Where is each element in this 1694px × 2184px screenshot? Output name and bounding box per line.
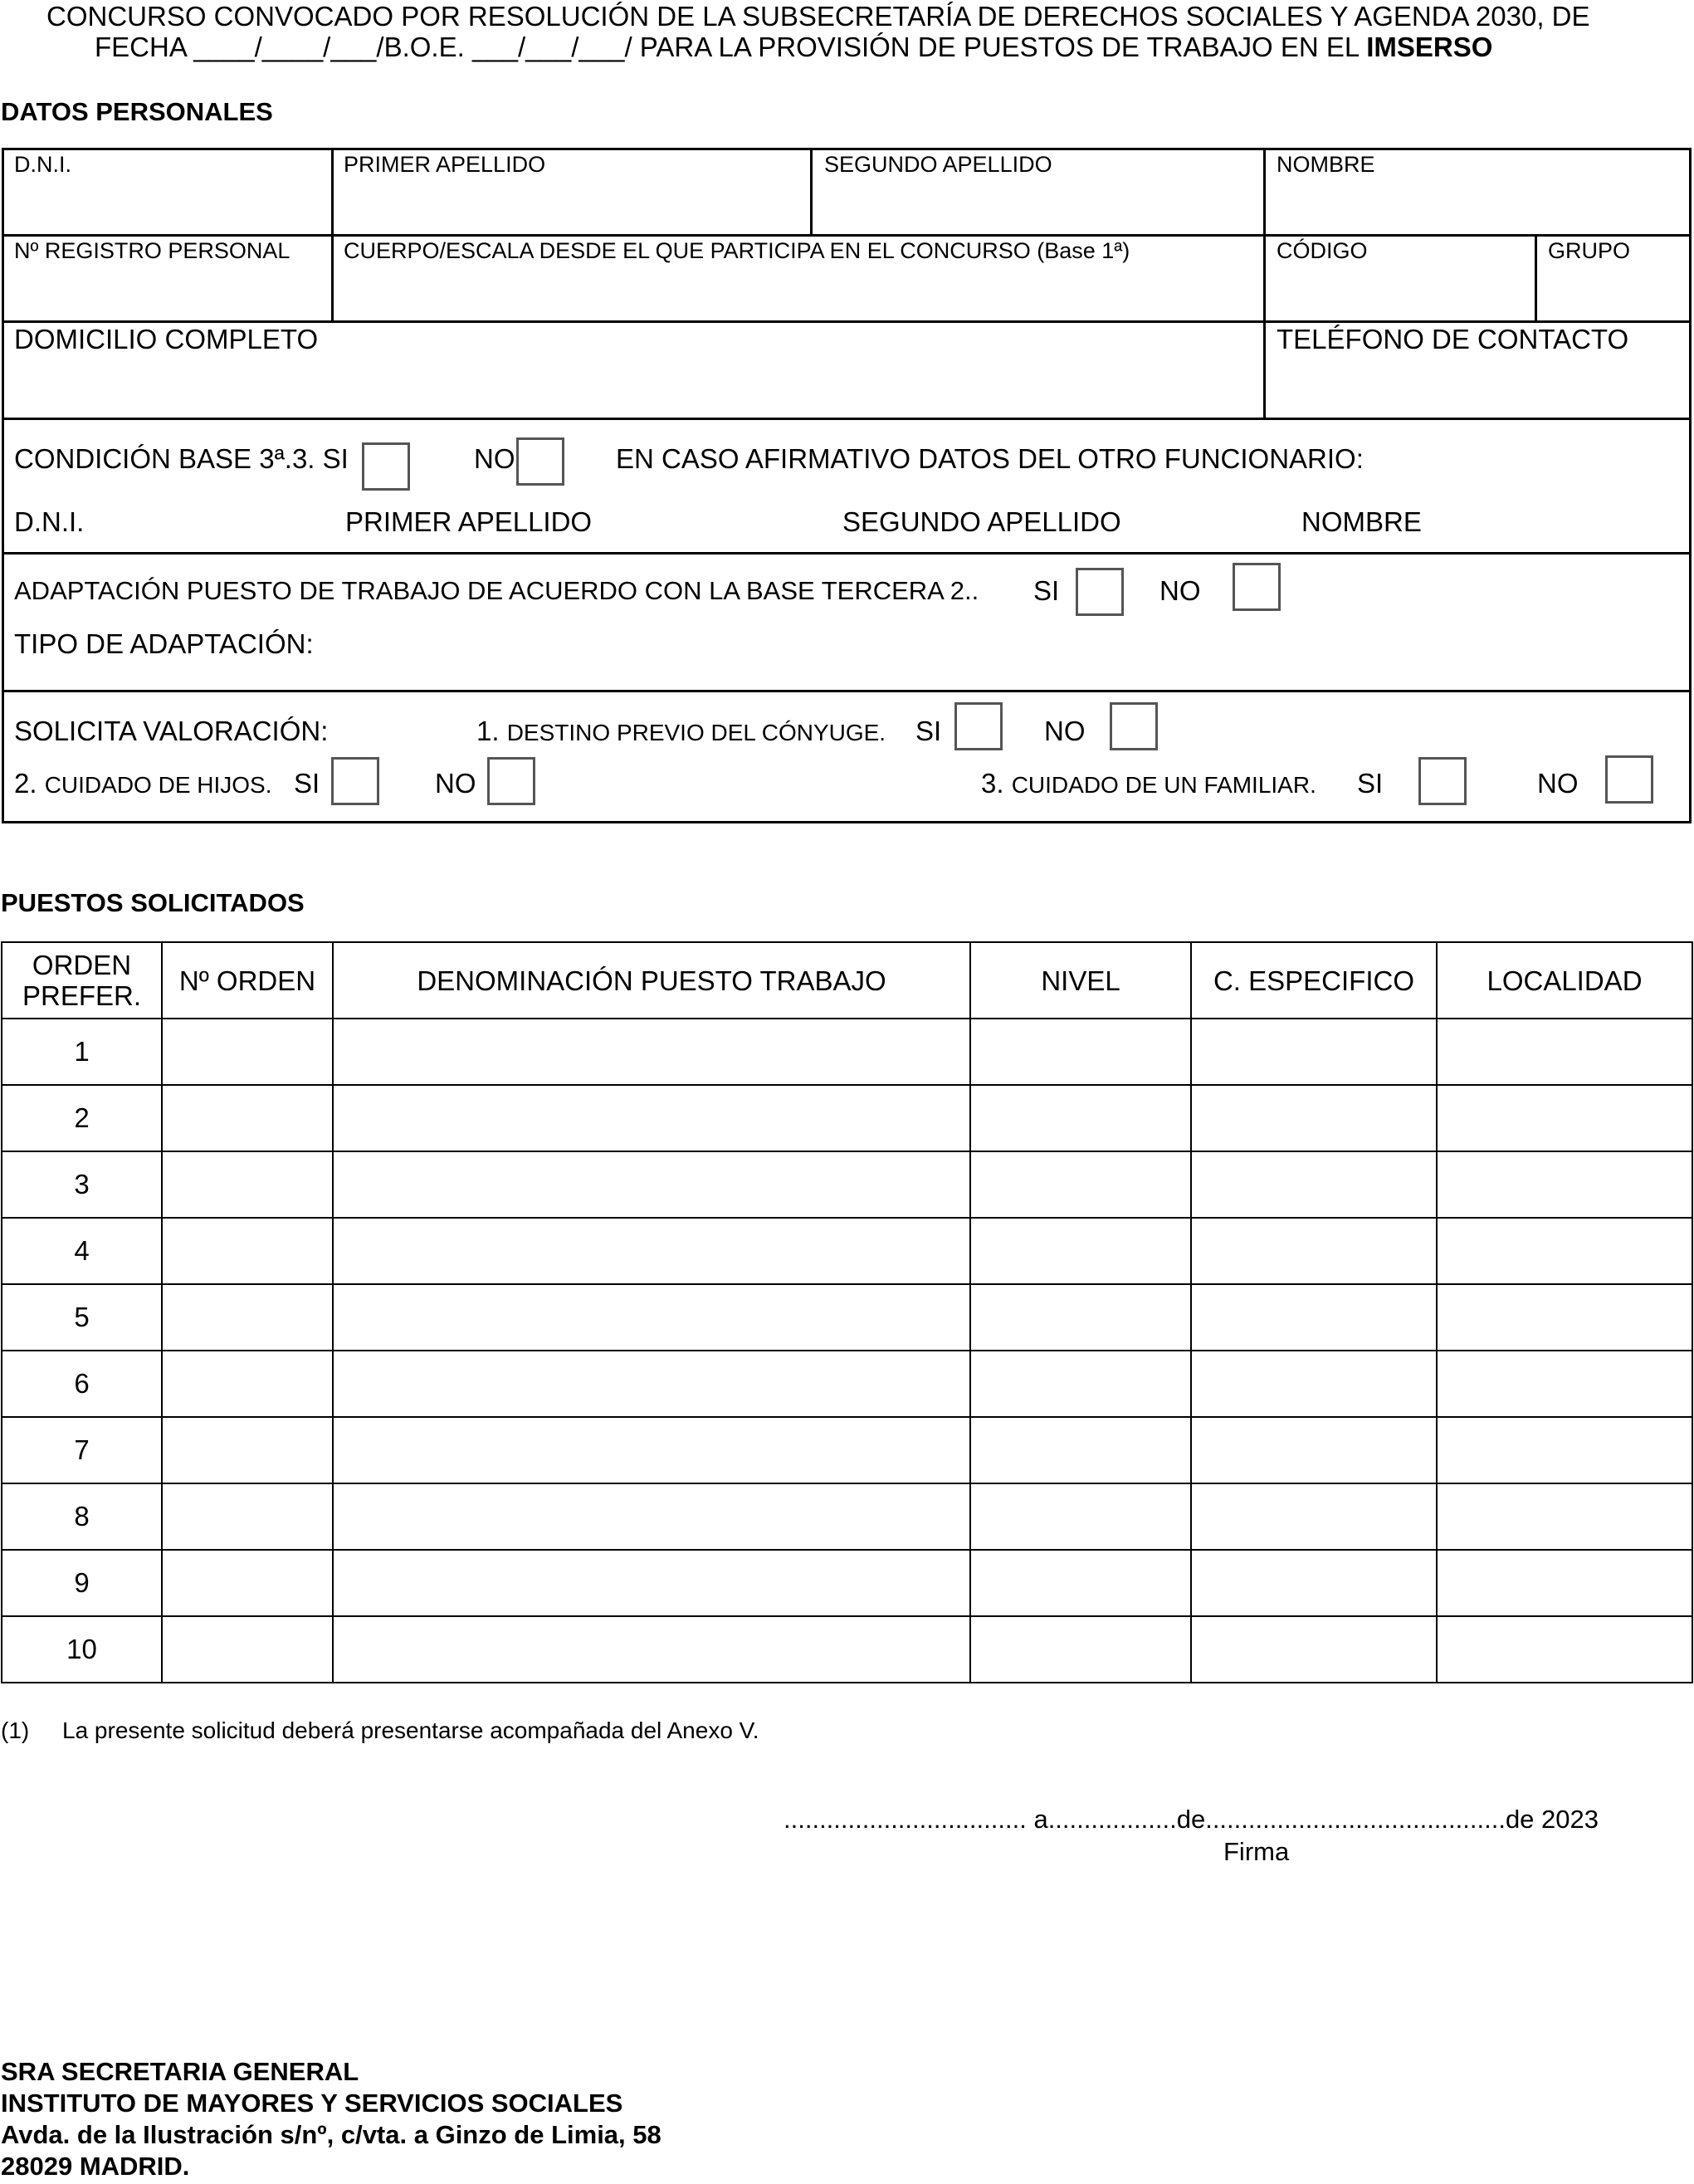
cell-localidad[interactable] [1437, 1417, 1692, 1483]
destino-previo-label [476, 716, 886, 747]
cell-n-orden[interactable] [162, 1085, 333, 1151]
segundo-apellido-label: SEGUNDO APELLIDO [824, 152, 1052, 177]
destino-no-checkbox[interactable] [1110, 702, 1158, 750]
cell-nivel[interactable] [970, 1085, 1191, 1151]
hijos-si-label: SI [294, 768, 320, 799]
table-row [2, 1351, 1692, 1417]
box-border-bottom [2, 821, 1692, 823]
row-number: 6 [2, 1351, 162, 1417]
domicilio-label: DOMICILIO COMPLETO [14, 324, 319, 354]
cell-c-especifico[interactable] [1191, 1218, 1437, 1284]
adaptacion-si-label: SI [1033, 575, 1060, 606]
table-row [2, 1218, 1692, 1284]
signature-place-date: .................................. a..................de..........................................de 2023 [784, 1805, 1599, 1834]
header-line-1: CONCURSO CONVOCADO POR RESOLUCIÓN DE LA SUBSECRETARÍA DE DERECHOS SOCIALES Y AGENDA 2030, DE [46, 1, 1590, 32]
familiar-si-checkbox[interactable] [1418, 757, 1467, 805]
table-row [2, 1483, 1692, 1550]
cell-denominacion[interactable] [333, 1085, 970, 1151]
cell-nivel[interactable] [970, 1351, 1191, 1417]
cuerpo-escala-label: CUERPO/ESCALA DESDE EL QUE PARTICIPA EN EL CONCURSO (Base 1ª) [344, 238, 1130, 263]
destino-previo-text: DESTINO PREVIO DEL CÓNYUGE. [506, 720, 886, 745]
cell-denominacion[interactable] [333, 1351, 970, 1417]
tipo-adaptacion-label: TIPO DE ADAPTACIÓN: [14, 628, 314, 659]
condicion-si-checkbox[interactable] [362, 442, 410, 491]
table-row [2, 1417, 1692, 1483]
cell-c-especifico[interactable] [1191, 1417, 1437, 1483]
cell-nivel[interactable] [970, 1151, 1191, 1218]
cell-c-especifico[interactable] [1191, 1085, 1437, 1151]
table-row [2, 1151, 1692, 1218]
header-line-2 [95, 31, 1492, 64]
footnote-number: (1) [1, 1717, 30, 1743]
row-number: 3 [2, 1151, 162, 1218]
cell-localidad[interactable] [1437, 1218, 1692, 1284]
cuidado-hijos-label [14, 768, 272, 799]
table-row [2, 1085, 1692, 1151]
familiar-no-checkbox[interactable] [1605, 755, 1653, 804]
header-line-2-text: FECHA ____/____/___/B.O.E. ___/___/___/ PARA LA PROVISIÓN DE PUESTOS DE TRABAJO EN EL [95, 32, 1367, 62]
familiar-si-label: SI [1357, 768, 1384, 799]
cell-denominacion[interactable] [333, 1019, 970, 1085]
cell-denominacion[interactable] [333, 1550, 970, 1616]
cell-nivel[interactable] [970, 1019, 1191, 1085]
puestos-table [1, 941, 1693, 1683]
cell-nivel[interactable] [970, 1550, 1191, 1616]
otro-dni-label: D.N.I. [14, 506, 85, 537]
cell-n-orden[interactable] [162, 1616, 333, 1683]
header-org: IMSERSO [1366, 32, 1493, 62]
condicion-no-checkbox[interactable] [516, 437, 564, 486]
cuidado-familiar-text: CUIDADO DE UN FAMILIAR. [1011, 772, 1316, 798]
condicion-no-label: NO [474, 443, 515, 474]
registro-personal-label: Nº REGISTRO PERSONAL [14, 238, 290, 263]
adaptacion-no-checkbox[interactable] [1233, 563, 1281, 611]
box-border-left [2, 148, 4, 823]
solicita-valoracion-label: SOLICITA VALORACIÓN: [14, 716, 329, 746]
column-separator [810, 148, 813, 236]
row-number: 9 [2, 1550, 162, 1616]
codigo-label: CÓDIGO [1277, 238, 1368, 263]
address-line-2: INSTITUTO DE MAYORES Y SERVICIOS SOCIALES [1, 2089, 623, 2118]
table-header-row [2, 942, 1692, 1019]
adaptacion-si-checkbox[interactable] [1076, 568, 1124, 616]
cell-denominacion[interactable] [333, 1483, 970, 1550]
column-separator [1535, 234, 1537, 322]
column-header-nivel: NIVEL [970, 942, 1191, 1019]
column-header-denominacion: DENOMINACIÓN PUESTO TRABAJO [333, 942, 970, 1019]
row-number: 1 [2, 1019, 162, 1085]
telefono-label: TELÉFONO DE CONTACTO [1277, 324, 1629, 354]
otro-segundo-apellido-label: SEGUNDO APELLIDO [842, 506, 1121, 537]
cell-denominacion[interactable] [333, 1151, 970, 1218]
cell-localidad[interactable] [1437, 1616, 1692, 1683]
dni-label: D.N.I. [14, 152, 72, 177]
column-header-c-especifico: C. ESPECIFICO [1191, 942, 1437, 1019]
cell-n-orden[interactable] [162, 1417, 333, 1483]
destino-no-label: NO [1044, 716, 1086, 746]
column-header-localidad: LOCALIDAD [1437, 942, 1692, 1019]
nombre-label: NOMBRE [1277, 152, 1375, 177]
section-title-datos-personales: DATOS PERSONALES [1, 97, 273, 126]
cell-c-especifico[interactable] [1191, 1483, 1437, 1550]
cell-c-especifico[interactable] [1191, 1550, 1437, 1616]
cell-denominacion[interactable] [333, 1218, 970, 1284]
cell-localidad[interactable] [1437, 1151, 1692, 1218]
cell-denominacion[interactable] [333, 1284, 970, 1351]
destino-si-label: SI [915, 716, 942, 746]
cell-localidad[interactable] [1437, 1550, 1692, 1616]
cell-nivel[interactable] [970, 1616, 1191, 1683]
hijos-no-checkbox[interactable] [487, 757, 535, 805]
caso-afirmativo-label: EN CASO AFIRMATIVO DATOS DEL OTRO FUNCIONARIO: [616, 443, 1364, 474]
cell-localidad[interactable] [1437, 1085, 1692, 1151]
row-number: 7 [2, 1417, 162, 1483]
cell-n-orden[interactable] [162, 1550, 333, 1616]
cell-nivel[interactable] [970, 1284, 1191, 1351]
otro-primer-apellido-label: PRIMER APELLIDO [345, 506, 593, 537]
cell-c-especifico[interactable] [1191, 1284, 1437, 1351]
footnote-text: La presente solicitud deberá presentarse acompañada del Anexo V. [62, 1717, 759, 1743]
row-number: 8 [2, 1483, 162, 1550]
row-number: 5 [2, 1284, 162, 1351]
address-line-4: 28029 MADRID. [1, 2152, 190, 2181]
cell-denominacion[interactable] [333, 1616, 970, 1683]
cell-c-especifico[interactable] [1191, 1351, 1437, 1417]
row-number: 2 [2, 1085, 162, 1151]
column-separator [1263, 148, 1266, 419]
cell-denominacion[interactable] [333, 1417, 970, 1483]
row-number: 10 [2, 1616, 162, 1683]
cell-n-orden[interactable] [162, 1218, 333, 1284]
cell-localidad[interactable] [1437, 1284, 1692, 1351]
primer-apellido-label: PRIMER APELLIDO [344, 152, 546, 177]
address-line-1: SRA SECRETARIA GENERAL [1, 2057, 359, 2086]
cuidado-familiar-number: 3. [981, 768, 1012, 799]
adaptacion-label: ADAPTACIÓN PUESTO DE TRABAJO DE ACUERDO CON LA BASE TERCERA 2.. [14, 576, 979, 605]
cell-n-orden[interactable] [162, 1151, 333, 1218]
otro-nombre-label: NOMBRE [1301, 506, 1422, 537]
column-separator [331, 148, 334, 322]
section-title-puestos-solicitados: PUESTOS SOLICITADOS [1, 888, 305, 917]
cuidado-familiar-label [981, 768, 1316, 799]
signature-firma-label: Firma [1223, 1837, 1290, 1866]
cell-nivel[interactable] [970, 1417, 1191, 1483]
familiar-no-label: NO [1537, 768, 1579, 799]
box-border-top [2, 148, 1692, 150]
grupo-label: GRUPO [1548, 238, 1631, 263]
destino-si-checkbox[interactable] [954, 702, 1003, 750]
box-border-right [1689, 148, 1692, 823]
row-number: 4 [2, 1218, 162, 1284]
cell-localidad[interactable] [1437, 1483, 1692, 1550]
cell-localidad[interactable] [1437, 1351, 1692, 1417]
table-row [2, 1550, 1692, 1616]
row-separator [2, 234, 1692, 237]
cell-nivel[interactable] [970, 1218, 1191, 1284]
cell-localidad[interactable] [1437, 1019, 1692, 1085]
destino-previo-number: 1. [476, 716, 507, 746]
table-row [2, 1616, 1692, 1683]
row-separator [2, 320, 1692, 323]
table-body [2, 1019, 1692, 1683]
cell-c-especifico[interactable] [1191, 1019, 1437, 1085]
cell-n-orden[interactable] [162, 1483, 333, 1550]
cell-nivel[interactable] [970, 1483, 1191, 1550]
column-header-orden-prefer: ORDEN PREFER. [2, 942, 162, 1019]
cuidado-hijos-number: 2. [14, 768, 45, 799]
cuidado-hijos-text: CUIDADO DE HIJOS. [44, 772, 272, 798]
table-row [2, 1019, 1692, 1085]
cell-n-orden[interactable] [162, 1351, 333, 1417]
hijos-si-checkbox[interactable] [331, 757, 379, 805]
cell-c-especifico[interactable] [1191, 1151, 1437, 1218]
row-separator [2, 418, 1692, 420]
adaptacion-no-label: NO [1159, 575, 1201, 606]
column-header-n-orden: Nº ORDEN [162, 942, 333, 1019]
address-line-3: Avda. de la Ilustración s/nº, c/vta. a Ginzo de Limia, 58 [1, 2120, 661, 2149]
row-separator [2, 552, 1692, 555]
condicion-base-label: CONDICIÓN BASE 3ª.3. SI [14, 443, 349, 474]
row-separator [2, 690, 1692, 692]
table-row [2, 1284, 1692, 1351]
cell-n-orden[interactable] [162, 1019, 333, 1085]
hijos-no-label: NO [435, 768, 476, 799]
cell-n-orden[interactable] [162, 1284, 333, 1351]
cell-c-especifico[interactable] [1191, 1616, 1437, 1683]
